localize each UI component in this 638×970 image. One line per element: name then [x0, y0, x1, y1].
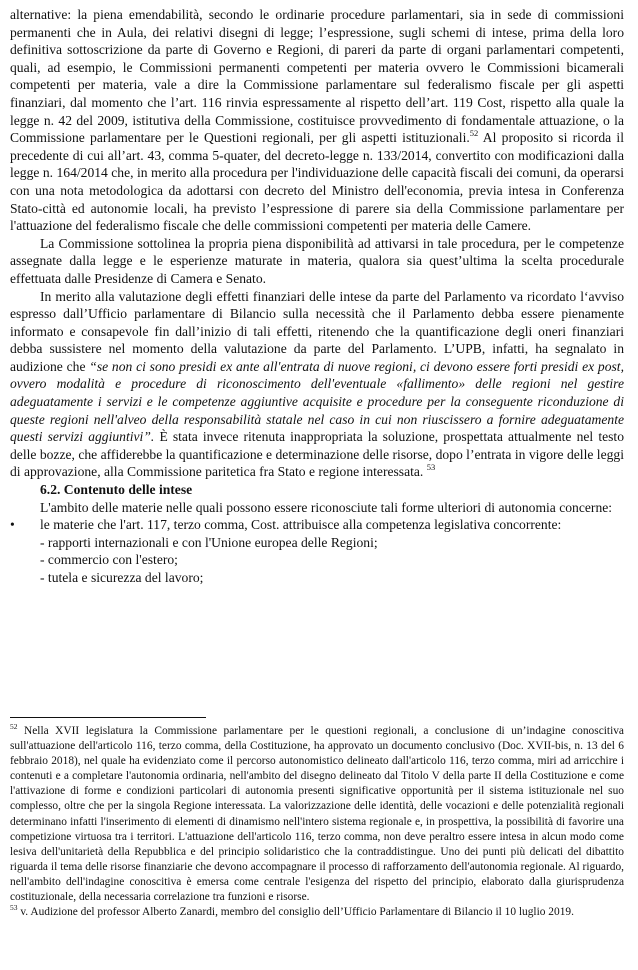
footnote-text: Nella XVII legislatura la Commissione parlamentare per le questioni regionali, a conclusione di un’indagine conoscitiva sull'attuazione dell'articolo 116, terzo comma, della Costituzione, ha approvato un documento conclusivo (Doc. XVII-bis, n. 13 del 6 febbraio 2018), nel quale ha evidenziato come il percorso autonomistico delineato dall'articolo 116, terzo comma, miri ad arricchire i contenuti e a completare l'autonomia ordinaria, nell'ambito del disegno delineato dal Titolo V della parte II della Costituzione e come l'attivazione di forme e condizioni particolari di autonomia presenti significative opportunità per il sistema istituzionale nel suo complesso, oltre che per la singola Regione interessata. La valorizzazione delle identità, delle vocazioni e delle potenzialità regionali determinano infatti l'inserimento di elementi di dinamismo nell'intero sistema regionale e, in prospettiva, la possibilità di favorire una competizione virtuosa tra i territori. L'attuazione dell'articolo 116, terzo comma, non deve peraltro essere intesa in alcun modo come lesiva dell'unitarietà della Repubblica e del principio solidaristico che la contraddistingue. Uno dei punti più delicati del dibattito riguarda il tema delle risorse finanziarie che devono accompagnare il processo di rafforzamento dell'autonomia regionale. Al riguardo, nell'ambito dell'indagine conoscitiva è emersa come centrale l'esigenza del rispetto del principio, elaborato dalla giurisprudenza costituzionale, della necessaria correlazione tra funzioni e risorse.: [10, 725, 624, 904]
subitem-list: [10, 534, 624, 587]
section-heading: 6.2. Contenuto delle intese: [40, 482, 193, 498]
footnote-number: 53: [10, 903, 18, 913]
bullet-text: le materie che l'art. 117, terzo comma, Cost. attribuisce alla competenza legislativa concorrente:: [40, 517, 562, 533]
footnote-ref-52[interactable]: 52: [469, 128, 479, 139]
footnote-divider: [10, 717, 206, 718]
bullet-icon: •: [10, 517, 15, 533]
footnotes: [10, 724, 624, 920]
list-item: - commercio con l'estero;: [40, 552, 178, 568]
footnote-53: [10, 905, 624, 920]
footnote-ref-53[interactable]: 53: [426, 462, 436, 473]
main-text: [10, 6, 624, 587]
upb-quote: “se non ci sono presidi ex ante all'entrata di nuove regioni, ci devono essere forti presidi ex post, ovvero modalità e procedure di riconoscimento dell'eventuale «fallimento» delle regioni nel gestire adeguatamente i servizi e le competenze aggiuntive acquisite e procedure per la conseguente riconduzione di queste regioni nell'alveo della responsabilità statale nel caso in cui non riuscissero a fornire adeguatamente questi servizi aggiuntivi”.: [10, 358, 624, 445]
materie-list: [10, 516, 624, 534]
list-item: - tutela e sicurezza del lavoro;: [40, 570, 204, 585]
paragraph-2: La Commissione sottolinea la propria piena disponibilità ad attivarsi in tale procedura, per le competenze assegnate dalla legge e le esperienze maturate in materia, qualora sia quest’ultima la scelta procedurale effettuata dalle Presidenze di Camera e Senato.: [10, 235, 624, 286]
footnote-number: 52: [10, 722, 18, 731]
paragraph-3-text-a: In merito alla valutazione degli effetti finanziari delle intese da parte del Parlamento va ricordato l‘avviso espresso dall’Ufficio parlamentare di Bilancio sulla necessità che il Parlamento debba essere pienamente informato e consapevole fin dall’inizio di tali effetti, ritenendo che la quantificazione degli oneri finanziari debba sussistere nel momento della valutazione da parte del Parlamento. L’UPB, infatti, ha segnalato in audizione che: [10, 288, 624, 374]
paragraph-1: [10, 6, 624, 235]
paragraph-1-text-a: alternative: la piena emendabilità, secondo le ordinarie procedure parlamentari, sia in sede di commissioni permanenti che in Aula, dei relativi disegni di legge; l’espressione, sugli schemi di intese, prima della loro definitiva sottoscrizione da parte di Governo e Regioni, di pareri da parte di organi parlamentari competenti, quali, ad esempio, le Commissioni permanenti competenti per materia ovvero le Commissioni bicamerali competenti per materia, vale a dire la Commissione parlamentare sul federalismo fiscale per gli aspetti finanziari, dal momento che l’art. 116 rinvia espressamente al rispetto dell’art. 119 Cost, rispetto alla quale la legge n. 42 del 2009, istitutiva della Commissione, costituisce provvedimento di fondamentale attuazione, o la Commissione parlamentare per le Questioni regionali, per gli aspetti istituzionali.: [10, 7, 624, 146]
footnote-text: v. Audizione del professor Alberto Zanardi, membro del consiglio dell’Ufficio Parlamentare di Bilancio il 10 luglio 2019.: [17, 906, 574, 919]
footnote-52: [10, 724, 624, 905]
list-item: [10, 516, 624, 534]
paragraph-1-text-b: Al proposito si ricorda il precedente di cui all’art. 43, comma 5-quater, del decreto-legge n. 133/2014, convertito con modificazioni dalla legge n. 164/2014 che, in merito alla procedura per l'individuazione delle capacità fiscali dei comuni, da operarsi con una nota metodologica da adottarsi con decreto del Ministro dell'economia, previa intesa in Conferenza Stato-città ed autonomie locali, ha previsto l’espressione di parere sia della Commissione parlamentare per l'attuazione del federalismo fiscale che delle commissioni competenti per materia delle Camere.: [10, 130, 624, 234]
paragraph-3-text-b: È stata invece ritenuta inappropriata la soluzione, prospettata attualmente nel testo delle bozze, che affiderebbe la quantificazione e determinazione delle risorse, dopo l’entrata in vigore delle leggi di approvazione, alla Commissione paritetica fra Stato e regione interessata.: [10, 429, 625, 480]
paragraph-3: [10, 288, 624, 482]
list-item: - rapporti internazionali e con l'Unione europea delle Regioni;: [40, 534, 378, 550]
section-intro: L'ambito delle materie nelle quali possono essere riconosciute tali forme ulteriori di autonomia concerne:: [40, 499, 613, 515]
